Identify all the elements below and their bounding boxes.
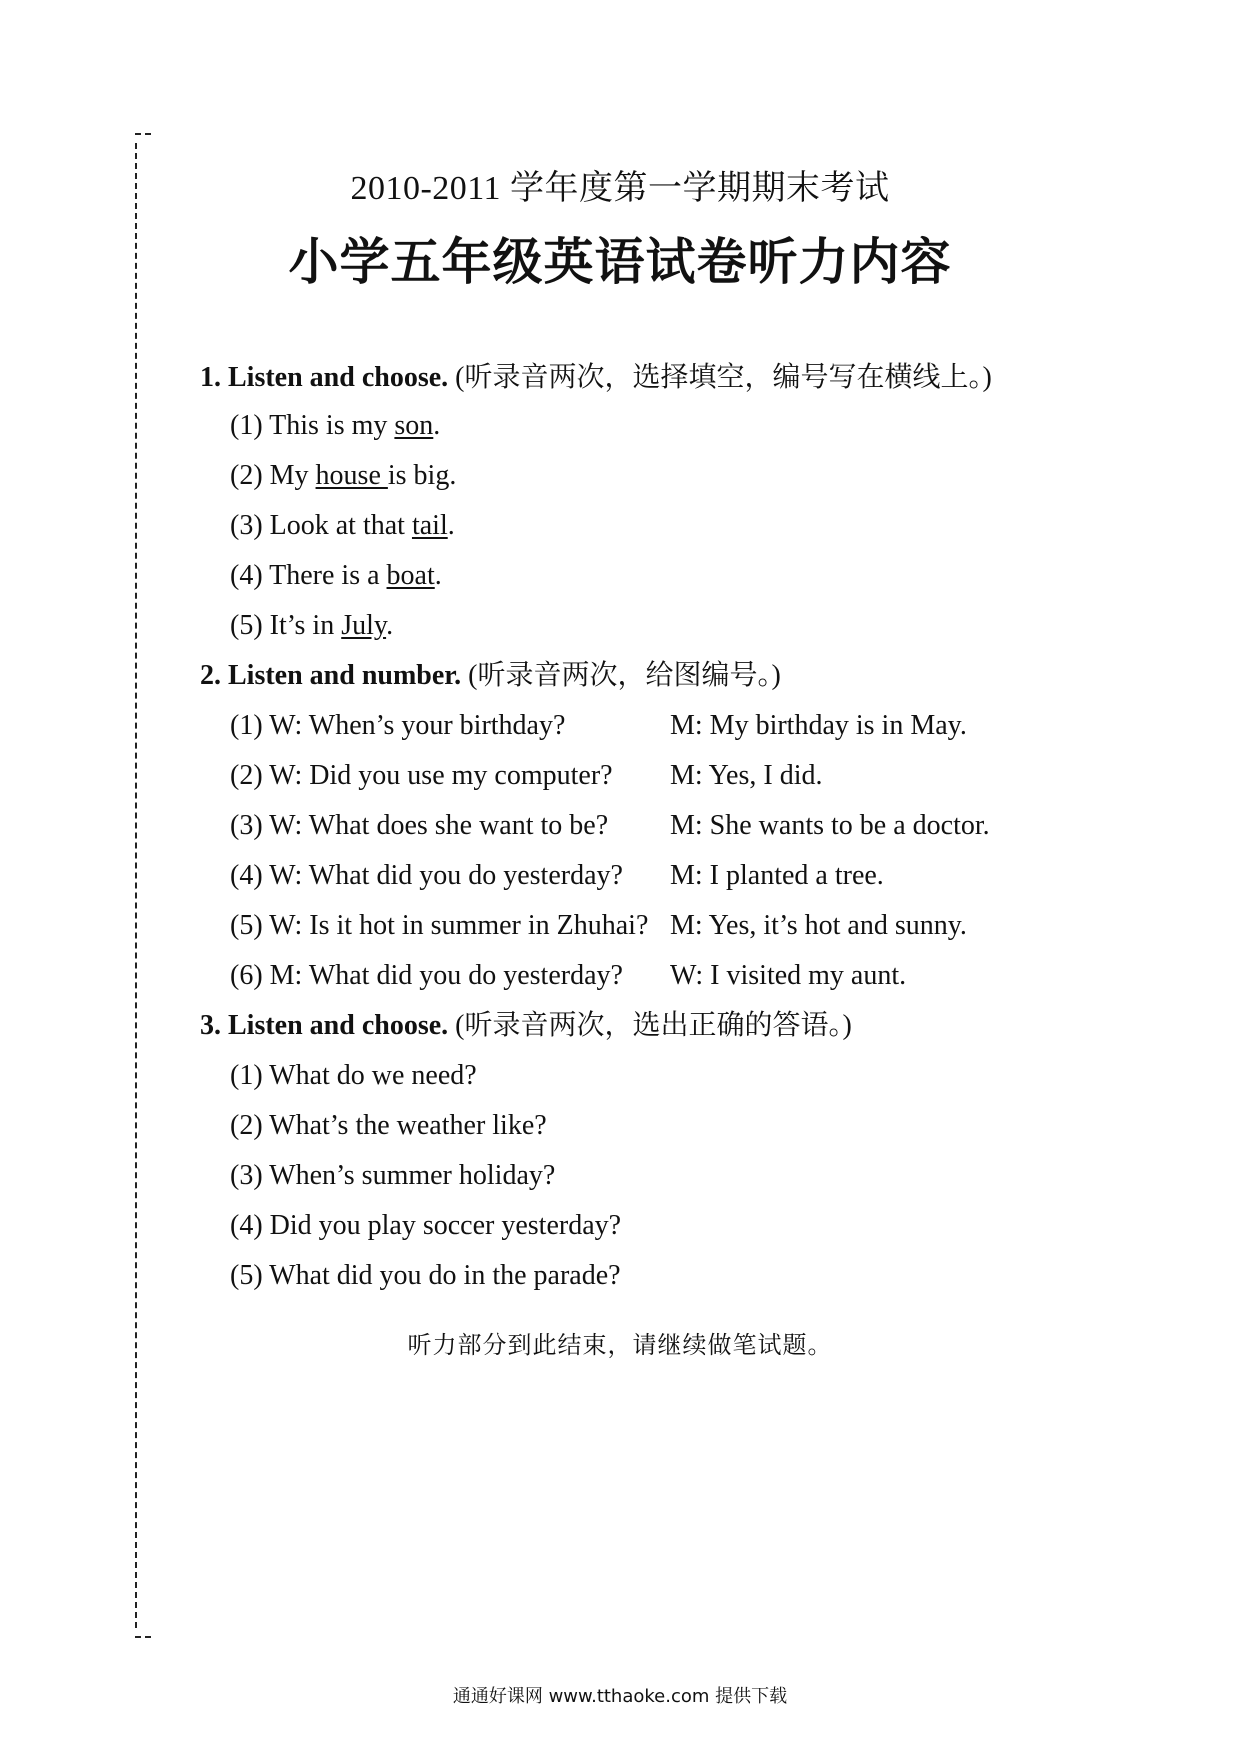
dialog-question: (4) W: What did you do yesterday? bbox=[230, 860, 623, 891]
binding-line-top-tick bbox=[135, 133, 151, 135]
item-text: (4) There is a bbox=[230, 560, 387, 591]
item-text: (1) This is my bbox=[230, 410, 395, 441]
section-1-item bbox=[230, 608, 393, 644]
item-answer-word: house bbox=[315, 460, 388, 491]
item-text: (5) It’s in bbox=[230, 610, 342, 641]
section-3-heading-cn: (听录音两次，选出正确的答语。) bbox=[448, 1010, 852, 1041]
dialog-question: (6) M: What did you do yesterday? bbox=[230, 960, 623, 991]
page-footer: 通通好课网 www.tthaoke.com 提供下载 bbox=[452, 1686, 788, 1707]
section-3-item: (4) Did you play soccer yesterday? bbox=[230, 1210, 622, 1241]
exam-title: 小学五年级英语试卷听力内容 bbox=[288, 233, 952, 291]
item-text: . bbox=[386, 610, 394, 641]
section-1-heading-en: 1. Listen and choose. bbox=[200, 362, 449, 393]
dialog-answer: M: I planted a tree. bbox=[670, 860, 884, 891]
item-text: is big. bbox=[387, 460, 457, 491]
section-3-heading bbox=[200, 1008, 852, 1044]
dialog-answer: M: My birthday is in May. bbox=[670, 710, 967, 741]
dialog-answer: M: Yes, it’s hot and sunny. bbox=[670, 910, 967, 941]
dialog-question: (2) W: Did you use my computer? bbox=[230, 760, 613, 791]
section-2-heading-en: 2. Listen and number. bbox=[200, 660, 462, 691]
item-answer-word: July bbox=[341, 610, 387, 641]
dialog-question: (3) W: What does she want to be? bbox=[230, 810, 609, 841]
item-answer-word: tail bbox=[411, 510, 448, 541]
dialog-answer: W: I visited my aunt. bbox=[670, 960, 907, 991]
section-3-item: (1) What do we need? bbox=[230, 1060, 477, 1091]
dialog-question: (1) W: When’s your birthday? bbox=[230, 710, 566, 741]
section-2-heading-cn: (听录音两次，给图编号。) bbox=[461, 660, 781, 691]
item-text: (2) My bbox=[230, 460, 316, 491]
item-text: . bbox=[447, 510, 455, 541]
section-1-item bbox=[230, 458, 456, 494]
dialog-question: (5) W: Is it hot in summer in Zhuhai? bbox=[230, 910, 649, 941]
section-3-item: (2) What’s the weather like? bbox=[230, 1110, 547, 1141]
item-text: (3) Look at that bbox=[230, 510, 412, 541]
section-1-item bbox=[230, 508, 455, 544]
dialog-answer: M: She wants to be a doctor. bbox=[670, 810, 990, 841]
end-note: 听力部分到此结束，请继续做笔试题。 bbox=[407, 1331, 833, 1359]
section-3-item: (3) When’s summer holiday? bbox=[230, 1160, 556, 1191]
section-1-item bbox=[230, 408, 440, 444]
binding-dashed-line bbox=[131, 133, 145, 1638]
section-2-heading bbox=[200, 658, 781, 694]
section-1-item bbox=[230, 558, 442, 594]
item-answer-word: boat bbox=[386, 560, 435, 591]
section-3-item: (5) What did you do in the parade? bbox=[230, 1260, 621, 1291]
exam-subtitle: 2010-2011 学年度第一学期期末考试 bbox=[350, 170, 890, 207]
section-1-heading-cn: (听录音两次，选择填空，编号写在横线上。) bbox=[448, 362, 992, 393]
dialog-answer: M: Yes, I did. bbox=[670, 760, 823, 791]
item-text: . bbox=[433, 410, 441, 441]
binding-line-dash bbox=[135, 143, 137, 1628]
binding-line-bottom-tick bbox=[135, 1636, 151, 1638]
section-3-heading-en: 3. Listen and choose. bbox=[200, 1010, 449, 1041]
item-answer-word: son bbox=[394, 410, 434, 441]
item-text: . bbox=[434, 560, 442, 591]
section-1-heading bbox=[200, 360, 992, 396]
